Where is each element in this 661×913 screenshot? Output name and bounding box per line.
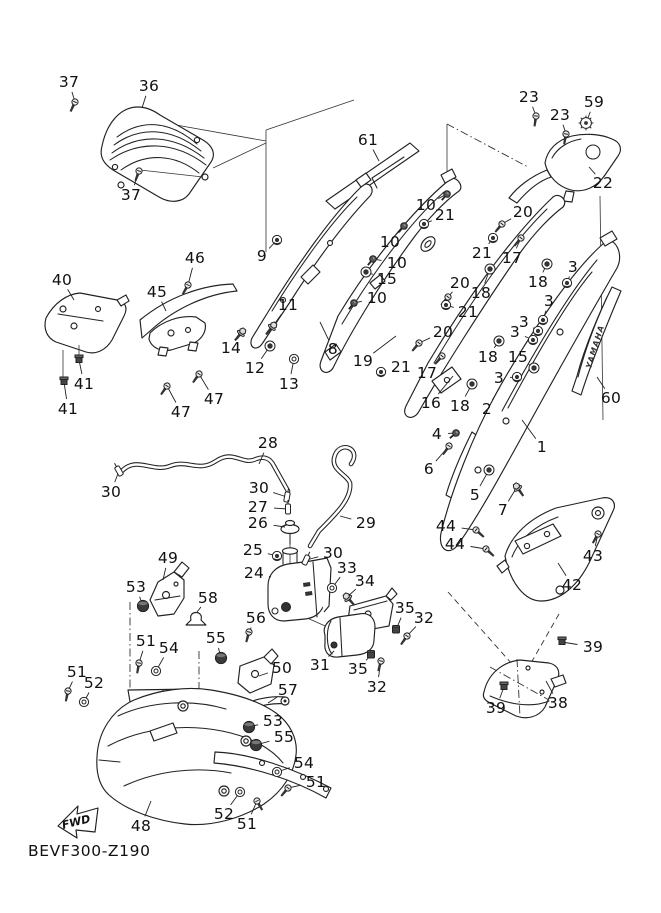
callout-20 <box>419 323 453 343</box>
part-number-label: 15 <box>376 270 398 289</box>
callout-leader-line <box>597 377 605 389</box>
nut-icon <box>419 219 428 228</box>
part-number-label: 52 <box>83 674 105 693</box>
washer-icon <box>272 767 281 776</box>
part-number-label: 38 <box>547 694 569 713</box>
part-number-label: 35 <box>347 660 369 679</box>
part-number-label: 54 <box>293 754 315 773</box>
callout-54 <box>156 639 179 671</box>
part-number-label: 18 <box>527 273 549 292</box>
screw-icon <box>440 442 453 457</box>
part-number-label: 13 <box>278 375 300 394</box>
washer-icon <box>79 697 88 706</box>
screw-icon <box>190 370 203 385</box>
callout-25 <box>243 541 277 559</box>
callout-45 <box>147 283 167 311</box>
collar-icon <box>467 379 477 389</box>
callout-20 <box>448 274 470 297</box>
rivet-icon <box>500 682 508 690</box>
bolt-icon <box>511 481 526 498</box>
callout-61 <box>358 131 379 161</box>
part-number-label: 8 <box>327 340 339 359</box>
part-number-label: 36 <box>138 77 160 96</box>
callout-18 <box>450 384 472 415</box>
damper-icon <box>215 652 226 663</box>
part-number-label: 40 <box>51 271 73 290</box>
part-number-label: 10 <box>366 289 388 308</box>
part-number-label: 23 <box>518 88 540 107</box>
callout-leader-line <box>320 322 329 340</box>
part-number-label: 30 <box>100 483 122 502</box>
part-number-label: 46 <box>184 249 206 268</box>
part-number-label: 2 <box>481 400 493 419</box>
part-number-label: 45 <box>146 283 168 302</box>
damper-icon <box>250 739 261 750</box>
part-number-label: 53 <box>125 578 147 597</box>
part-number-label: 1 <box>536 438 548 457</box>
part-number-label: 18 <box>470 284 492 303</box>
part-49-bracket <box>150 562 189 616</box>
part-number-label: 29 <box>355 514 377 533</box>
callout-23 <box>550 106 570 134</box>
callout-20 <box>502 203 533 224</box>
part-number-label: 52 <box>213 805 235 824</box>
callout-leader-line <box>373 150 379 161</box>
part-number-label: 18 <box>477 348 499 367</box>
part-number-label: 18 <box>449 397 471 416</box>
screw-icon <box>493 220 506 234</box>
nut-dark-icon <box>368 651 375 659</box>
part-number-label: 43 <box>582 547 604 566</box>
callout-41 <box>74 360 94 393</box>
part-number-label: 57 <box>277 681 299 700</box>
part-36-top-cover <box>101 107 213 201</box>
part-number-label: 3 <box>543 292 555 311</box>
rivet-icon <box>558 637 566 645</box>
part-number-label: 21 <box>434 206 456 225</box>
screw-icon <box>410 339 423 353</box>
part-number-label: 34 <box>354 572 376 591</box>
collar-icon <box>529 363 539 373</box>
drawing-code: BEVF300-Z190 <box>28 842 151 860</box>
callout-24 <box>244 564 271 582</box>
fwd-arrow <box>58 806 98 838</box>
yamaha-decal-text: YAMAHA <box>584 323 607 370</box>
part-61-decal <box>326 143 419 209</box>
part-number-label: 10 <box>415 196 437 215</box>
part-number-label: 21 <box>390 358 412 377</box>
part-number-label: 39 <box>582 638 604 657</box>
callout-4 <box>432 425 456 443</box>
grommet-icon <box>579 116 594 131</box>
callout-51 <box>136 632 156 663</box>
callout-33 <box>332 559 357 588</box>
nut-icon <box>512 372 521 381</box>
part-number-label: 51 <box>305 773 327 792</box>
callout-7 <box>498 487 517 519</box>
part-number-label: 14 <box>220 339 242 358</box>
nut-dark-icon <box>393 626 400 634</box>
part-number-label: 3 <box>509 323 521 342</box>
part-number-label: 54 <box>158 639 180 658</box>
callout-39 <box>562 638 603 656</box>
callout-29 <box>340 514 376 532</box>
collar-icon <box>484 465 494 475</box>
part-number-label: 5 <box>469 486 481 505</box>
part-number-label: 11 <box>277 296 299 315</box>
callout-1 <box>522 420 547 456</box>
nut-icon <box>538 315 547 324</box>
callout-31 <box>310 651 334 674</box>
callout-47 <box>167 386 191 421</box>
part-number-label: 41 <box>57 400 79 419</box>
part-number-label: 17 <box>416 364 438 383</box>
callout-58 <box>197 589 218 612</box>
part-number-label: 22 <box>592 174 614 193</box>
callout-26 <box>248 514 285 532</box>
screw-icon <box>243 628 253 643</box>
part-31-bracket-assembly <box>324 588 397 657</box>
part-number-label: 53 <box>262 712 284 731</box>
part-number-label: 3 <box>518 313 530 332</box>
part-number-label: 50 <box>271 659 293 678</box>
screw-icon <box>482 545 496 559</box>
part-number-label: 56 <box>245 609 267 628</box>
part-29-hose <box>310 447 354 546</box>
screw-icon <box>68 98 79 113</box>
part-number-label: 12 <box>244 359 266 378</box>
callout-leader-line <box>142 96 146 108</box>
part-number-label: 10 <box>379 233 401 252</box>
callout-35 <box>348 655 371 678</box>
part-number-label: 51 <box>135 632 157 651</box>
fwd-label: FWD <box>60 812 92 832</box>
callout-36 <box>139 77 159 108</box>
rivet-icon <box>75 355 83 363</box>
part-number-label: 31 <box>309 656 331 675</box>
part-number-label: 33 <box>336 559 358 578</box>
part-number-label: 55 <box>205 629 227 648</box>
part-number-label: 51 <box>236 815 258 834</box>
part-number-label: 20 <box>449 274 471 293</box>
callout-leader-line <box>197 607 201 612</box>
part-number-label: 48 <box>130 817 152 836</box>
collar-icon <box>361 267 371 277</box>
nut-icon <box>376 367 385 376</box>
part-number-label: 15 <box>507 348 529 367</box>
part-number-label: 27 <box>247 498 269 517</box>
part-number-label: 30 <box>322 544 344 563</box>
rivet-icon <box>60 377 68 385</box>
callout-32 <box>367 661 387 696</box>
callout-leader-line <box>340 516 351 519</box>
part-number-label: 30 <box>248 479 270 498</box>
collar-icon <box>494 336 504 346</box>
part-number-label: 28 <box>257 434 279 453</box>
damper-icon <box>137 600 148 611</box>
collar-icon <box>485 264 495 274</box>
part-number-label: 32 <box>413 609 435 628</box>
part-number-label: 3 <box>567 258 579 277</box>
part-number-label: 42 <box>561 576 583 595</box>
washer-icon <box>235 787 244 796</box>
screw-icon <box>472 526 486 540</box>
nut-icon <box>272 551 281 560</box>
part-number-label: 3 <box>493 369 505 388</box>
part-number-label: 35 <box>394 599 416 618</box>
part-number-label: 55 <box>273 728 295 747</box>
nut-icon <box>441 300 450 309</box>
part-number-label: 51 <box>66 663 88 682</box>
screw-icon <box>398 632 411 647</box>
callout-12 <box>245 346 270 377</box>
collar-icon <box>265 341 275 351</box>
callout-13 <box>279 359 299 393</box>
part-number-label: 21 <box>471 244 493 263</box>
clip-icon <box>448 428 461 440</box>
part-number-label: 9 <box>256 247 268 266</box>
part-number-label: 20 <box>432 323 454 342</box>
callout-47 <box>199 374 224 408</box>
part-number-label: 4 <box>431 425 443 444</box>
part-40-panel <box>45 293 129 379</box>
callout-44 <box>445 535 486 553</box>
screw-icon <box>63 687 72 702</box>
nut-icon <box>533 326 542 335</box>
callout-leader-line <box>373 336 396 353</box>
screw-icon <box>531 112 539 126</box>
nut-icon <box>488 233 497 242</box>
part-number-label: 37 <box>120 186 142 205</box>
part-number-label: 23 <box>549 106 571 125</box>
part-22-bracket-cover <box>509 134 620 203</box>
nut-icon <box>272 235 281 244</box>
part-number-label: 6 <box>423 460 435 479</box>
screw-icon <box>134 659 142 673</box>
part-number-label: 32 <box>366 678 388 697</box>
washer-icon <box>289 354 298 363</box>
washer-icon <box>151 666 160 675</box>
part-number-label: 20 <box>512 203 534 222</box>
part-number-label: 39 <box>485 699 507 718</box>
part-number-label: 61 <box>357 131 379 150</box>
part-number-label: 44 <box>444 535 466 554</box>
part-number-label: 49 <box>157 549 179 568</box>
part-number-label: 37 <box>58 73 80 92</box>
nut-icon <box>528 335 537 344</box>
part-number-label: 26 <box>247 514 269 533</box>
screw-icon <box>158 382 171 397</box>
part-number-label: 41 <box>73 375 95 394</box>
part-number-label: 58 <box>197 589 219 608</box>
part-58-clamp <box>186 613 206 626</box>
washer-icon <box>327 583 336 592</box>
part-number-label: 25 <box>242 541 264 560</box>
part-number-label: 19 <box>352 352 374 371</box>
part-number-label: 47 <box>203 390 225 409</box>
callout-23 <box>519 88 539 116</box>
part-number-label: 47 <box>170 403 192 422</box>
part-number-label: 24 <box>243 564 265 583</box>
part-number-label: 59 <box>583 93 605 112</box>
part-number-label: 44 <box>435 517 457 536</box>
collar-icon <box>542 259 552 269</box>
nut-icon <box>562 278 571 287</box>
callout-19 <box>353 336 396 370</box>
part-number-label: 60 <box>600 389 622 408</box>
callout-46 <box>185 249 205 285</box>
damper-icon <box>243 721 254 732</box>
callout-30 <box>101 471 121 501</box>
part-number-label: 10 <box>386 254 408 273</box>
part-number-label: 21 <box>457 303 479 322</box>
part-number-label: 16 <box>420 394 442 413</box>
callout-60 <box>597 377 621 407</box>
part-number-label: 17 <box>501 249 523 268</box>
callout-37 <box>59 73 79 102</box>
part-number-label: 7 <box>497 501 509 520</box>
